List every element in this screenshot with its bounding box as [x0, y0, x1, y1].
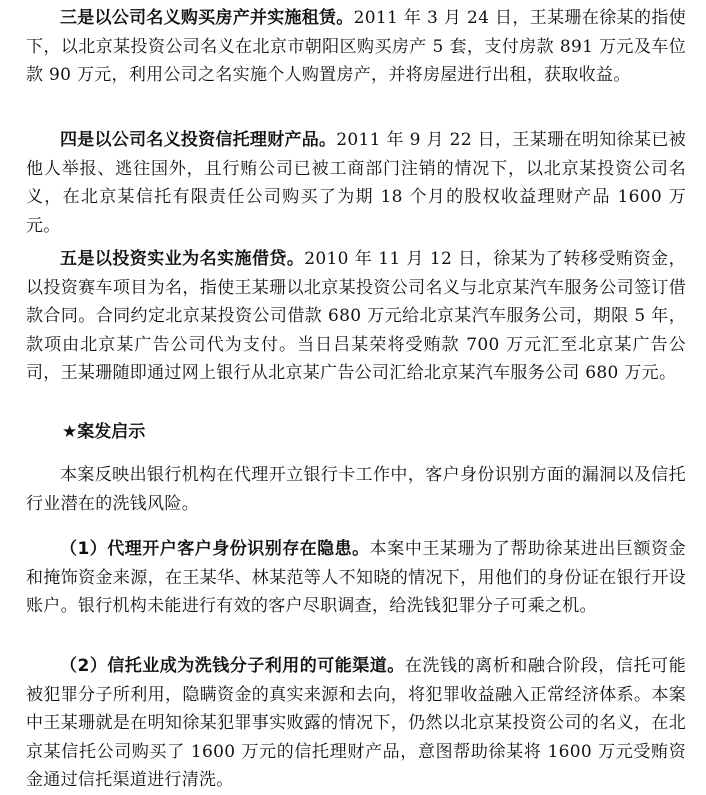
paragraph-lead: （2）信托业成为洗钱分子利用的可能渠道。: [60, 656, 405, 676]
paragraph-point-1: [26, 535, 686, 621]
paragraph-body: 2011 年 9 月 22 日，王某珊在明知徐某已被他人举报、逃往国外，且行贿公司已被工商部门注销的情况下，以北京某投资公司名义，在北京某信托有限责任公司购买了为期 18 个月的股权收益理财产品 1600 万元。: [26, 130, 686, 236]
paragraph-body: 在洗钱的离析和融合阶段，信托可能被犯罪分子所利用，隐瞒资金的真实来源和去向，将犯罪收益融入正常经济体系。本案中王某珊就是在明知徐某犯罪事实败露的情况下，仍然以北京某投资公司的名义，在北京某信托公司购买了 1600 万元的信托理财产品，意图帮助徐某将 1600 万元受贿资金通过信托渠道进行清洗。: [26, 656, 686, 791]
section-heading: ★案发启示: [62, 422, 146, 442]
paragraph-point-2: [26, 652, 686, 795]
paragraph-intro: [26, 461, 686, 518]
paragraph-lead: （1）代理开户客户身份识别存在隐患。: [60, 539, 370, 559]
paragraph-loan: [26, 245, 686, 388]
paragraph-property-purchase: [26, 4, 686, 90]
paragraph-lead: 三是以公司名义购买房产并实施租赁。: [60, 8, 354, 28]
paragraph-lead: 四是以公司名义投资信托理财产品。: [60, 130, 337, 150]
paragraph-body: 2011 年 3 月 24 日，王某珊在徐某的指使下，以北京某投资公司名义在北京市朝阳区购买房产 5 套，支付房款 891 万元及车位款 90 万元，利用公司之名实施个人购置房产，并将房屋进行出租，获取收益。: [26, 8, 687, 86]
paragraph-body: 本案中王某珊为了帮助徐某进出巨额资金和掩饰资金来源，在王某华、林某范等人不知晓的情况下，用他们的身份证在银行开设账户。银行机构未能进行有效的客户尽职调查，给洗钱犯罪分子可乘之机。: [26, 539, 686, 617]
paragraph-trust-investment: [26, 126, 686, 240]
paragraph-body: 2010 年 11 月 12 日，徐某为了转移受贿资金，以投资赛车项目为名，指使王某珊以北京某投资公司名义与北京某汽车服务公司签订借款合同。合同约定北京某投资公司借款 680 万元给北京某汽车服务公司，期限 5 年，款项由北京某广告公司代为支付。当日吕某荣将受贿款 700 万元汇至北京某广告公司，王某珊随即通过网上银行从北京某广告公司汇给北京某汽车服务公司 680 万元。: [26, 249, 686, 384]
paragraph-lead: 五是以投资实业为名实施借贷。: [60, 249, 305, 269]
paragraph-body: 本案反映出银行机构在代理开立银行卡工作中，客户身份识别方面的漏洞以及信托行业潜在的洗钱风险。: [26, 465, 686, 514]
